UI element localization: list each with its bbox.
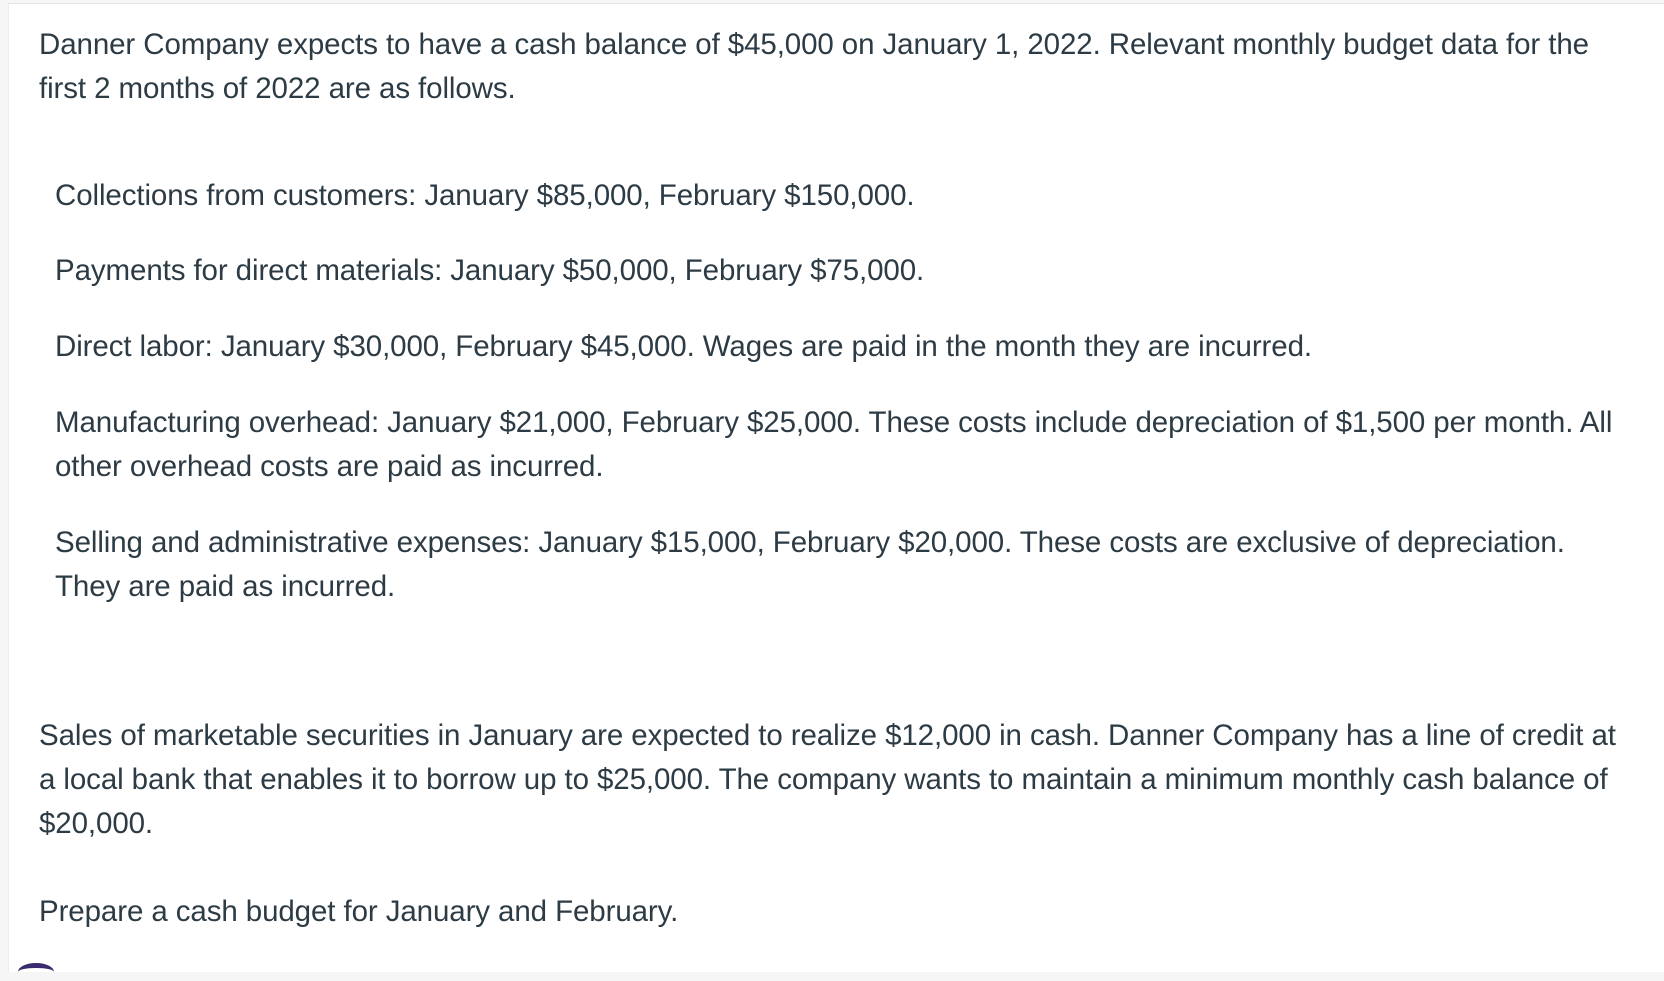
list-item: Manufacturing overhead: January $21,000, February $25,000. These costs include depreciation of $1,500 per month. All other overhead costs are paid as incurred. bbox=[55, 406, 1613, 483]
intro-paragraph: Danner Company expects to have a cash balance of $45,000 on January 1, 2022. Relevant monthly budget data for the first 2 months of 2022 are as follows. bbox=[39, 28, 1589, 105]
question-content-panel bbox=[8, 3, 1664, 972]
list-item: Direct labor: January $30,000, February $45,000. Wages are paid in the month they are incurred. bbox=[55, 330, 1312, 363]
list-item: Selling and administrative expenses: January $15,000, February $20,000. These costs are exclusive of depreciation. They are paid as incurred. bbox=[55, 526, 1565, 603]
closing-paragraph: Sales of marketable securities in January are expected to realize $12,000 in cash. Danner Company has a line of credit at a local bank that enables it to borrow up to $25,000. The company wants to maintain a minimum monthly cash balance of $20,000. bbox=[39, 719, 1616, 840]
partial-avatar-icon bbox=[18, 963, 54, 981]
task-prompt: Prepare a cash budget for January and February. bbox=[39, 895, 679, 928]
list-item: Collections from customers: January $85,000, February $150,000. bbox=[55, 179, 915, 212]
list-item: Payments for direct materials: January $50,000, February $75,000. bbox=[55, 254, 925, 287]
